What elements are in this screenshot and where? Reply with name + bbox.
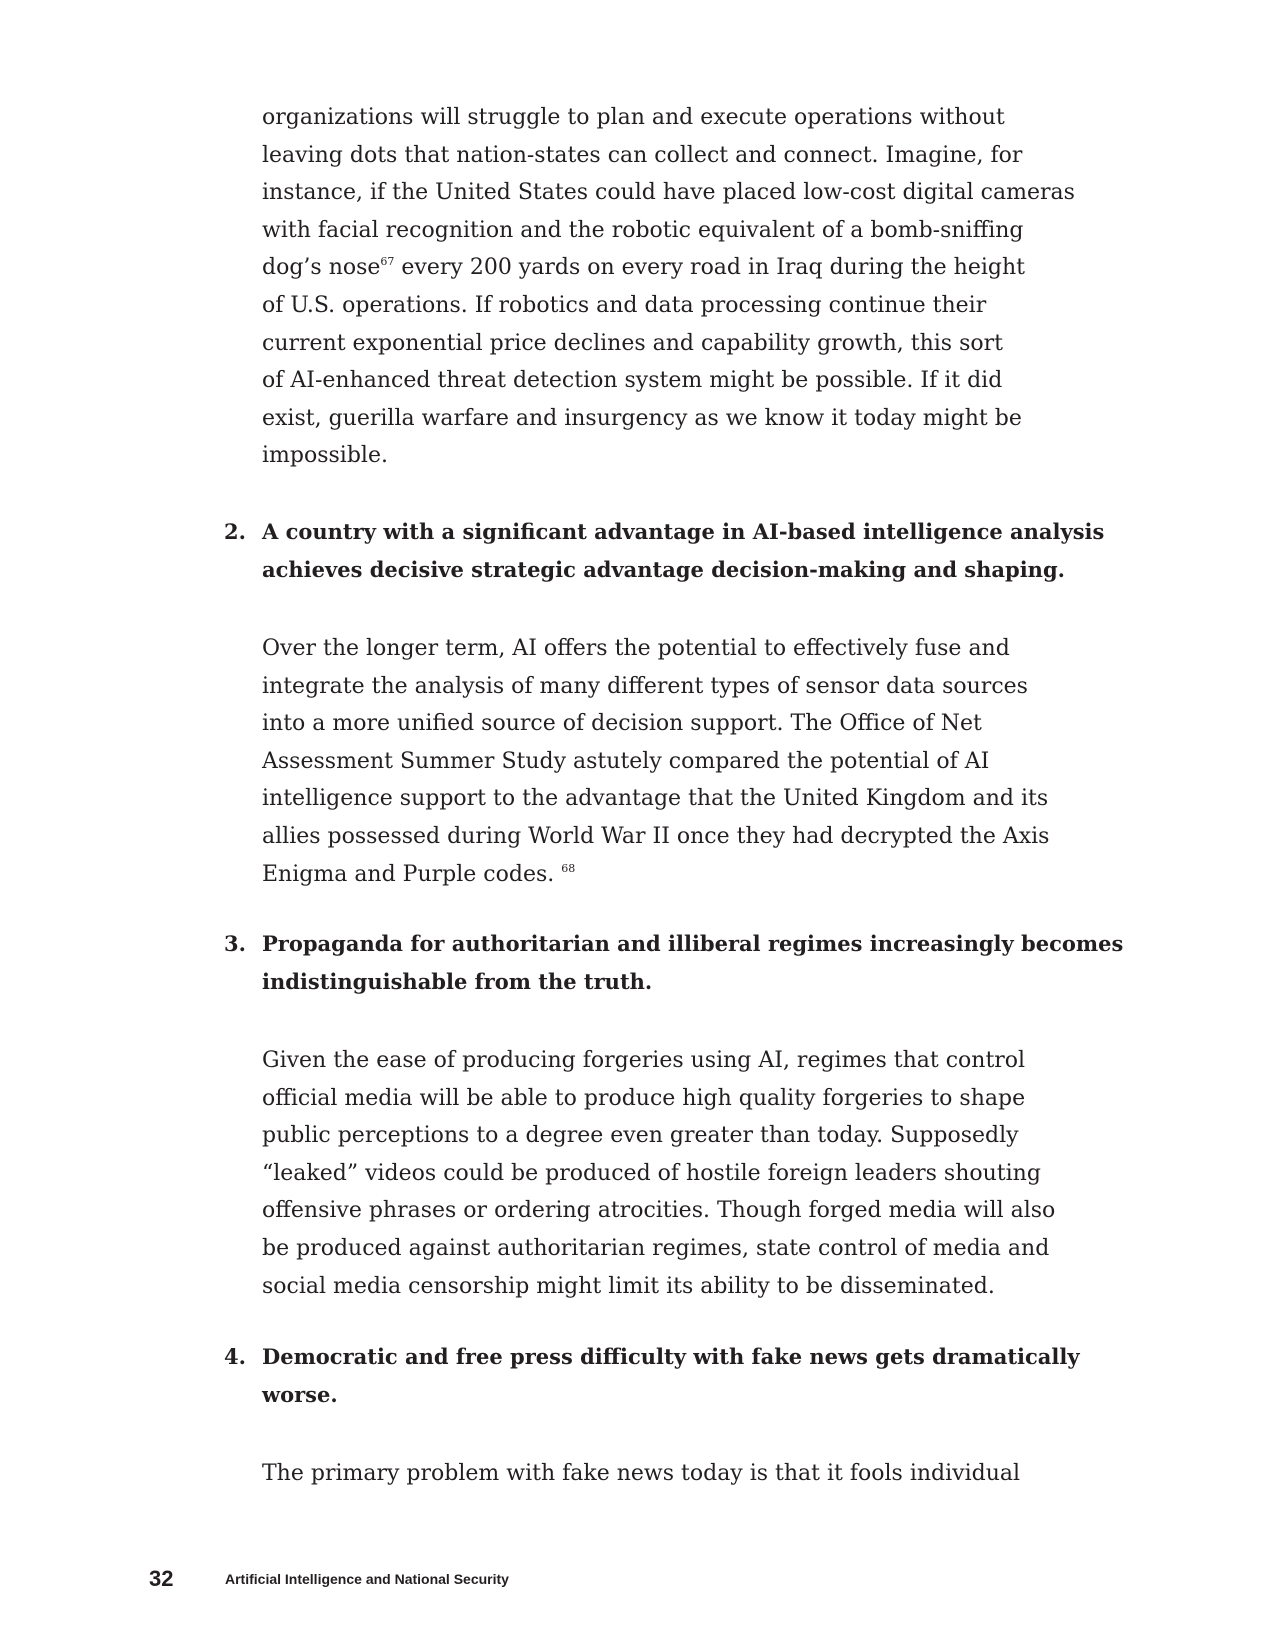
running-title: Artificial Intelligence and National Security (225, 1571, 509, 1587)
text-line: be produced against authoritarian regimes, state control of media and (262, 1235, 1050, 1261)
text-line: “leaked” videos could be produced of hostile foreign leaders shouting (262, 1160, 1041, 1186)
text-segment: every 200 yards on every road in Iraq during the height (394, 255, 1025, 281)
body-paragraph (262, 630, 1050, 893)
text-line: allies possessed during World War II once they had decrypted the Axis (262, 823, 1050, 849)
footnote-ref-67[interactable]: 67 (380, 255, 395, 269)
numbered-heading-3 (224, 925, 1124, 1001)
text-line: integrate the analysis of many different types of sensor data sources (262, 673, 1028, 699)
text-line: organizations will struggle to plan and execute operations without (262, 105, 1005, 130)
text-line: current exponential price declines and capability growth, this sort (262, 330, 1003, 356)
text-line: Over the longer term, AI offers the potential to effectively fuse and (262, 636, 1010, 661)
heading-text (262, 1338, 1080, 1413)
text-line: with facial recognition and the robotic equivalent of a bomb-sniffing (262, 217, 1024, 243)
text-line: official media will be able to produce high quality forgeries to shape (262, 1085, 1026, 1111)
heading-text (262, 925, 1124, 1000)
heading-text (262, 513, 1105, 588)
text-line: intelligence support to the advantage that the United Kingdom and its (262, 786, 1049, 812)
list-number: 2. (224, 519, 246, 544)
text-line: social media censorship might limit its ability to be disseminated. (262, 1273, 995, 1299)
text-line (262, 856, 1002, 894)
text-line: impossible. (262, 443, 388, 469)
text-line: Democratic and free press difficulty with fake news gets dramatically (262, 1344, 1080, 1369)
footnote-ref-68[interactable]: 68 (561, 861, 576, 875)
page-number: 32 (149, 1566, 174, 1591)
numbered-heading-2 (224, 513, 1105, 589)
body-paragraph (262, 99, 1075, 475)
list-number: 4. (224, 1344, 246, 1369)
text-line: Assessment Summer Study astutely compared the potential of AI (262, 748, 990, 774)
text-line: exist, guerilla warfare and insurgency as we know it today might be (262, 405, 1022, 431)
text-line: A country with a significant advantage in AI-based intelligence analysis (262, 519, 1105, 544)
text-line: worse. (262, 1381, 338, 1407)
text-line: instance, if the United States could have placed low-cost digital cameras (262, 180, 1075, 206)
text-line: of U.S. operations. If robotics and data processing continue their (262, 292, 987, 318)
text-line: Propaganda for authoritarian and illiberal regimes increasingly becomes (262, 931, 1124, 956)
text-line: leaving dots that nation-states can collect and connect. Imagine, for (262, 142, 1023, 168)
text-line: The primary problem with fake news today is that it fools individual (262, 1461, 1021, 1486)
text-line: Given the ease of producing forgeries using AI, regimes that control (262, 1048, 1026, 1073)
numbered-heading-4 (224, 1338, 1080, 1414)
body-paragraph (262, 1455, 1021, 1493)
text-line: public perceptions to a degree even greater than today. Supposedly (262, 1123, 1019, 1149)
text-line: of AI-enhanced threat detection system might be possible. If it did (262, 368, 1003, 394)
text-segment: Enigma and Purple codes. (262, 861, 555, 887)
list-number: 3. (224, 931, 246, 956)
body-paragraph (262, 1042, 1056, 1305)
text-line: indistinguishable from the truth. (262, 968, 653, 994)
text-segment: dog’s nose (262, 255, 381, 281)
text-line (262, 249, 1025, 287)
text-line: into a more unified source of decision support. The Office of Net (262, 711, 982, 737)
text-line: offensive phrases or ordering atrocities. Though forged media will also (262, 1198, 1056, 1224)
text-line: achieves decisive strategic advantage decision-making and shaping. (262, 556, 1065, 582)
